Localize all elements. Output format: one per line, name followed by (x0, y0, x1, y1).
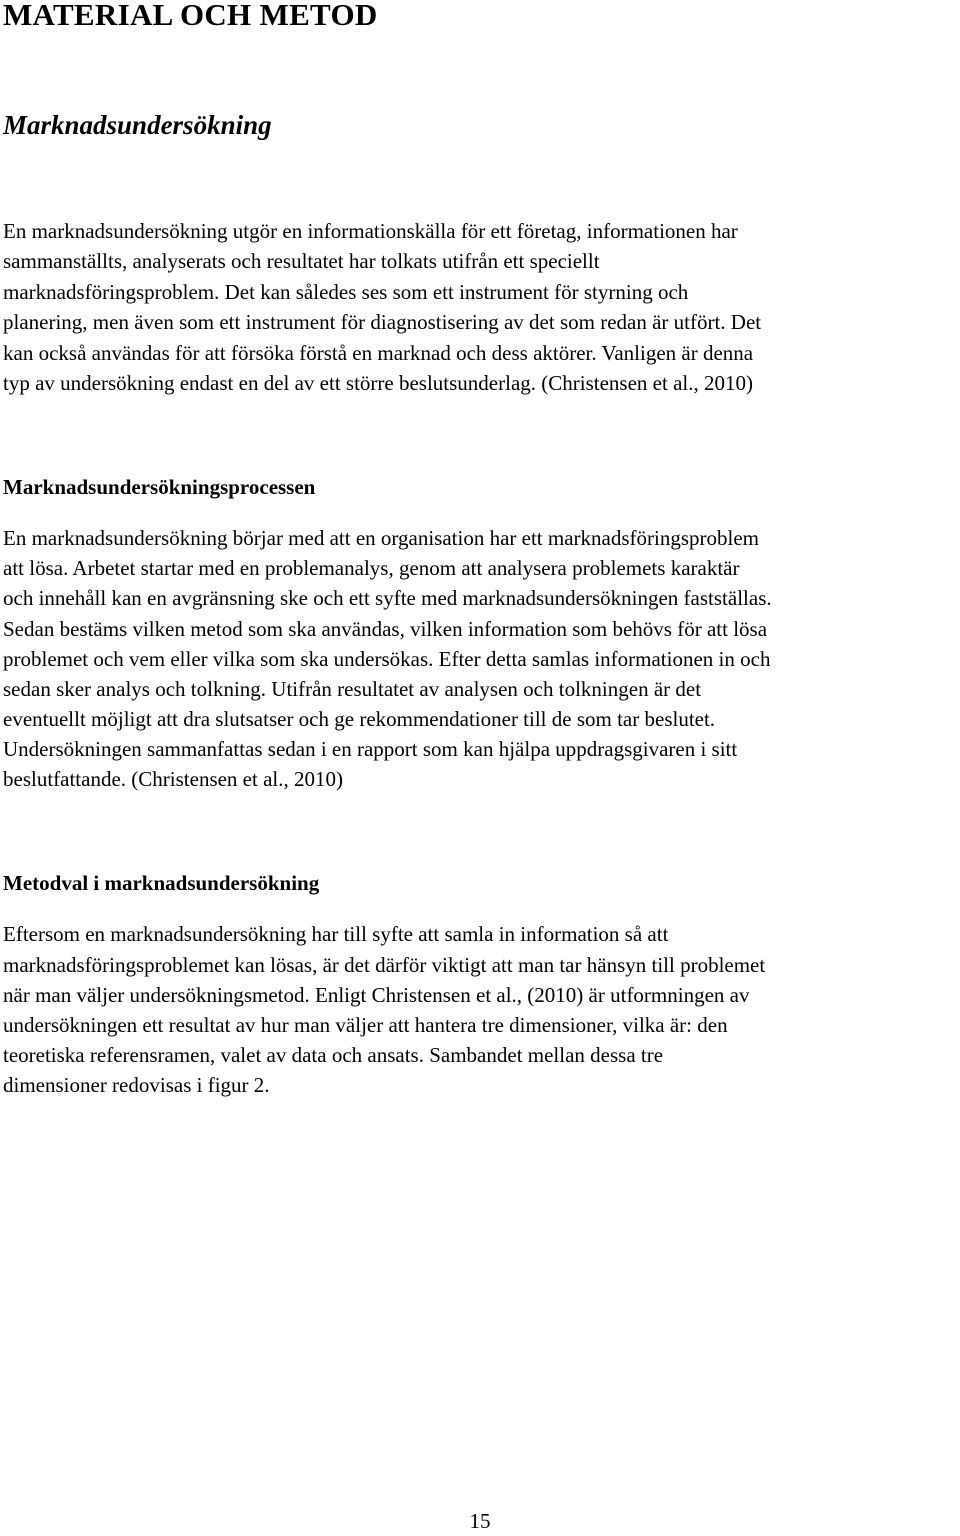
text-line: kan också användas för att försöka förstå en marknad och dess aktörer. Vanligen är denna (3, 341, 754, 365)
process-heading: Marknadsundersökningsprocessen (3, 475, 316, 499)
text-line: planering, men även som ett instrument för diagnostisering av det som redan är utfört. Det (3, 310, 762, 334)
text-line: att lösa. Arbetet startar med en problemanalys, genom att analysera problemets karaktär (3, 556, 740, 580)
text-line: när man väljer undersökningsmetod. Enligt Christensen et al., (2010) är utformningen av (3, 983, 750, 1007)
text-line: Undersökningen sammanfattas sedan i en rapport som kan hjälpa uppdragsgivaren i sitt (3, 737, 738, 761)
section-title: Marknadsundersökning (3, 110, 272, 140)
page-number: 15 (469, 1509, 491, 1533)
method-heading: Metodval i marknadsundersökning (3, 871, 320, 895)
text-line: undersökningen ett resultat av hur man väljer att hantera tre dimensioner, vilka är: den (3, 1013, 728, 1037)
text-line: marknadsföringsproblemet kan lösas, är det därför viktigt att man tar hänsyn till problemet (3, 953, 766, 977)
text-line: En marknadsundersökning börjar med att en organisation har ett marknadsföringsproblem (3, 526, 759, 550)
text-line: problemet och vem eller vilka som ska undersökas. Efter detta samlas informationen in och (3, 647, 771, 671)
text-line: marknadsföringsproblem. Det kan således ses som ett instrument för styrning och (3, 280, 689, 304)
text-line: typ av undersökning endast en del av ett större beslutsunderlag. (Christensen et al., 2010) (3, 371, 753, 395)
text-line: En marknadsundersökning utgör en informationskälla för ett företag, informationen har (3, 219, 738, 243)
text-line: sedan sker analys och tolkning. Utifrån resultatet av analysen och tolkningen är det (3, 677, 702, 701)
text-line: Sedan bestäms vilken metod som ska användas, vilken information som behövs för att lösa (3, 617, 768, 641)
text-line: och innehåll kan en avgränsning ske och ett syfte med marknadsundersökningen fastställas. (3, 586, 772, 610)
text-line: sammanställts, analyserats och resultatet har tolkats utifrån ett speciellt (3, 249, 600, 273)
text-line: Eftersom en marknadsundersökning har till syfte att samla in information så att (3, 922, 669, 946)
chapter-title: MATERIAL OCH METOD (3, 0, 378, 32)
text-line: dimensioner redovisas i figur 2. (3, 1073, 270, 1097)
text-line: beslutfattande. (Christensen et al., 2010) (3, 767, 343, 791)
text-line: teoretiska referensramen, valet av data och ansats. Sambandet mellan dessa tre (3, 1043, 664, 1067)
text-line: eventuellt möjligt att dra slutsatser och ge rekommendationer till de som tar beslutet. (3, 707, 716, 731)
